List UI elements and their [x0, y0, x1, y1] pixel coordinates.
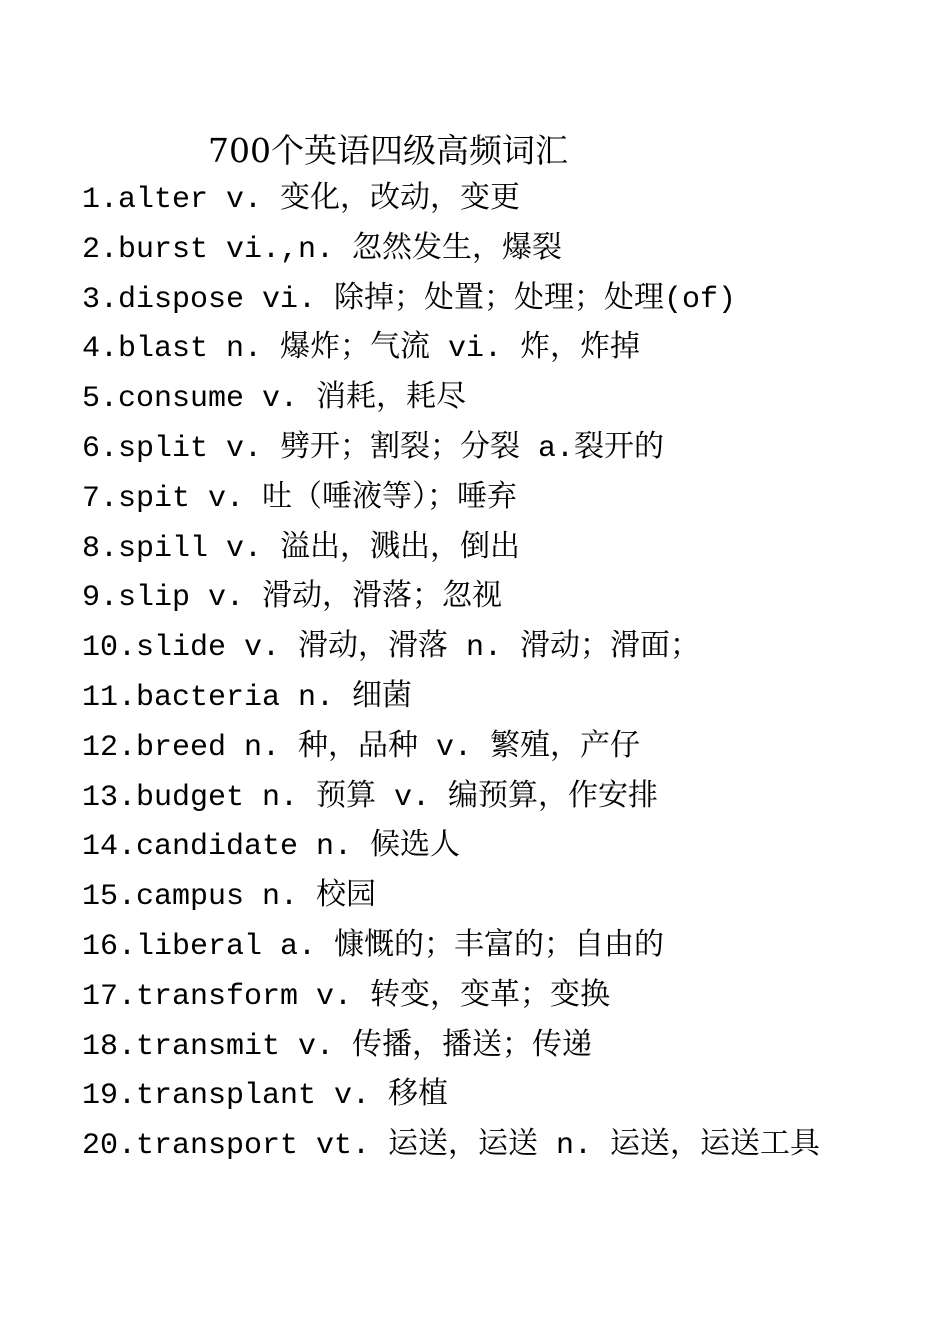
- vocabulary-entry: 20.transport vt. 运送，运送 n. 运送，运送工具: [82, 1129, 821, 1164]
- vocabulary-entry: 3.dispose vi. 除掉；处置；处理；处理(of): [82, 282, 737, 317]
- vocabulary-entry: 19.transplant v. 移植: [82, 1079, 449, 1114]
- vocabulary-entry: 5.consume v. 消耗，耗尽: [82, 382, 467, 417]
- vocabulary-entry: 10.slide v. 滑动，滑落 n. 滑动；滑面；: [82, 631, 701, 666]
- vocabulary-entry: 1.alter v. 变化，改动，变更: [82, 183, 521, 217]
- vocabulary-entry: 16.liberal a. 慷慨的；丰富的；自由的: [82, 929, 665, 964]
- vocabulary-entry: 6.split v. 劈开；割裂；分裂 a.裂开的: [82, 431, 665, 466]
- vocabulary-entry: 18.transmit v. 传播，播送；传递: [82, 1029, 593, 1064]
- vocabulary-entry: 17.transform v. 转变，变革；变换: [82, 979, 611, 1014]
- vocabulary-entry: 15.campus n. 校园: [82, 880, 377, 915]
- vocabulary-entry: 7.spit v. 吐（唾液等）；唾弃: [82, 481, 518, 516]
- vocabulary-entry: 2.burst vi.,n. 忽然发生，爆裂: [82, 232, 563, 267]
- vocabulary-entry: 8.spill v. 溢出，溅出，倒出: [82, 531, 521, 566]
- vocabulary-entry: 13.budget n. 预算 v. 编预算，作安排: [82, 780, 659, 815]
- vocabulary-list: [82, 176, 852, 1172]
- vocabulary-entry: 4.blast n. 爆炸；气流 vi. 炸，炸掉: [82, 332, 641, 367]
- vocabulary-entry: 14.candidate n. 候选人: [82, 830, 461, 865]
- vocabulary-entry: 12.breed n. 种，品种 v. 繁殖，产仔: [82, 730, 641, 765]
- vocabulary-entry: 9.slip v. 滑动，滑落；忽视: [82, 581, 503, 616]
- document-title: 700个英语四级高频词汇: [208, 131, 568, 170]
- vocabulary-entry: 11.bacteria n. 细菌: [82, 680, 413, 715]
